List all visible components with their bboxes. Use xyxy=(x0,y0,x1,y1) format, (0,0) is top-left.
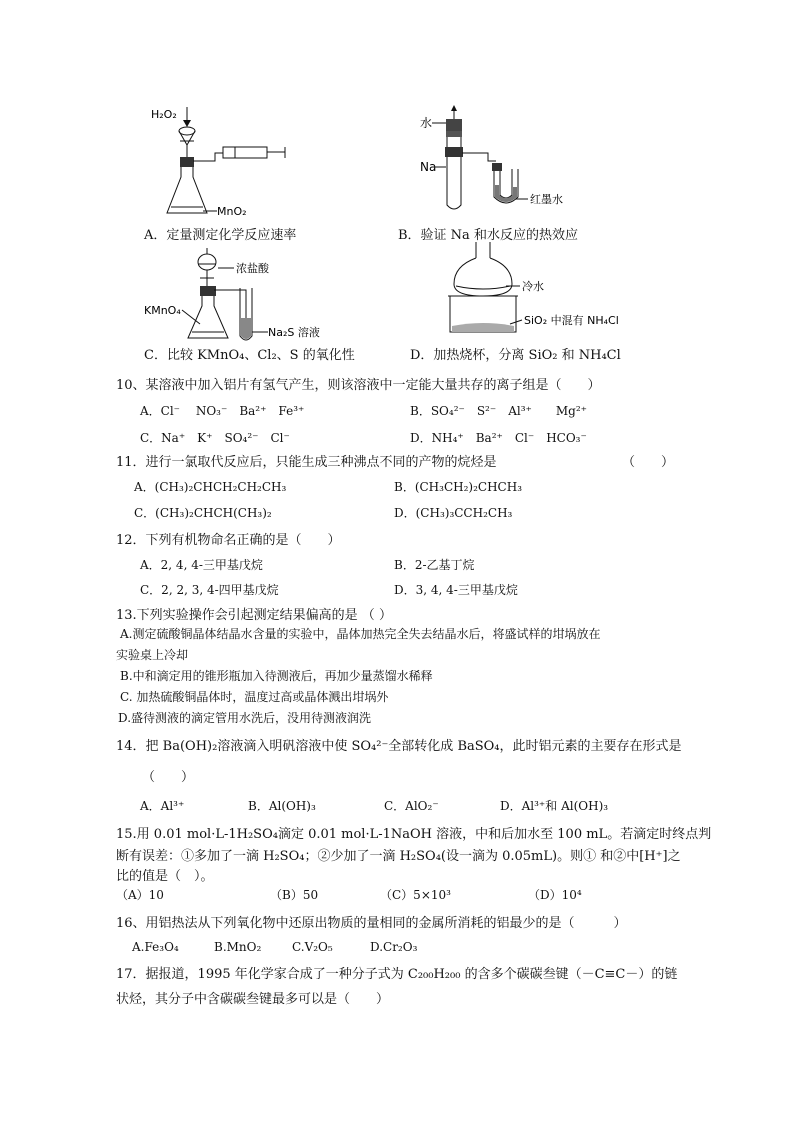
q15-option-d: （D）10⁴ xyxy=(528,888,582,902)
q13-option-a-line2: 实验桌上冷却 xyxy=(116,648,189,662)
label-sio2-mix: SiO₂ 中混有 NH₄Cl xyxy=(524,314,619,327)
label-water: 水 xyxy=(420,116,433,130)
q15-option-a: （A）10 xyxy=(116,888,164,902)
q14-option-a: A．Al³⁺ xyxy=(140,799,185,813)
q15-line1: 15.用 0.01 mol·L-1H₂SO₄滴定 0.01 mol·L-1NaOH 溶液，中和后加水至 100 mL。若滴定时终点判 xyxy=(116,827,712,842)
figure-c-caption: C．比较 KMnO₄、Cl₂、S 的氧化性 xyxy=(144,348,355,363)
q11-option-c: C．(CH₃)₂CHCH(CH₃)₂ xyxy=(134,506,272,520)
q14-option-b: B．Al(OH)₃ xyxy=(248,799,316,813)
q11-stem: 11．进行一氯取代反应后，只能生成三种沸点不同的产物的烷烃是 xyxy=(116,455,497,470)
label-na2s: Na₂S 溶液 xyxy=(268,326,320,339)
figure-a-caption: A．定量测定化学反应速率 xyxy=(144,228,297,243)
q16-option-b: B.MnO₂ xyxy=(214,940,262,954)
q10-option-a: A．Cl⁻ NO₃⁻ Ba²⁺ Fe³⁺ xyxy=(140,404,305,418)
q16-option-d: D.Cr₂O₃ xyxy=(370,940,418,954)
figure-b-caption: B．验证 Na 和水反应的热效应 xyxy=(398,228,578,243)
label-mno2: MnO₂ xyxy=(217,205,247,218)
q16-option-a: A.Fe₃O₄ xyxy=(132,940,179,954)
label-na: Na xyxy=(420,160,437,174)
q17-line2: 状烃，其分子中含碳碳叁键最多可以是（ ） xyxy=(116,992,390,1007)
figure-b-apparatus xyxy=(418,105,578,217)
q13-option-a-line1: A.测定硫酸铜晶体结晶水含量的实验中，晶体加热完全失去结晶水后，将盛试样的坩埚放在 xyxy=(120,627,601,641)
figure-c-apparatus xyxy=(144,248,344,346)
q10-option-c: C．Na⁺ K⁺ SO₄²⁻ Cl⁻ xyxy=(140,431,290,445)
q14-option-c: C．AlO₂⁻ xyxy=(384,799,439,813)
q14-option-d: D．Al³⁺和 Al(OH)₃ xyxy=(500,799,609,813)
q12-option-d: D．3, 4, 4-三甲基戊烷 xyxy=(394,583,518,597)
q10-option-d: D．NH₄⁺ Ba²⁺ Cl⁻ HCO₃⁻ xyxy=(410,431,587,445)
q15-line3: 比的值是（ ）。 xyxy=(116,869,214,884)
label-cold-water: 冷水 xyxy=(522,280,544,293)
figure-d-caption: D．加热烧杯，分离 SiO₂ 和 NH₄Cl xyxy=(410,348,621,363)
q14-paren: （ ） xyxy=(142,770,195,785)
q14-stem: 14．把 Ba(OH)₂溶液滴入明矾溶液中使 SO₄²⁻全部转化成 BaSO₄，此时铝元素的主要存在形式是 xyxy=(116,739,682,754)
q12-option-b: B．2-乙基丁烷 xyxy=(394,558,475,572)
q11-option-b: B．(CH₃CH₂)₂CHCH₃ xyxy=(394,480,523,494)
figure-a-apparatus xyxy=(145,105,295,220)
figure-d-apparatus xyxy=(446,240,626,340)
q15-option-c: （C）5×10³ xyxy=(380,888,451,902)
q16-stem: 16、用铝热法从下列氧化物中还原出物质的量相同的金属所消耗的铝最少的是（ ） xyxy=(116,916,627,931)
label-h2o2: H₂O₂ xyxy=(151,108,177,121)
q13-option-c: C. 加热硫酸铜晶体时，温度过高或晶体溅出坩埚外 xyxy=(120,690,389,704)
q12-stem: 12．下列有机物命名正确的是（ ） xyxy=(116,533,341,548)
q15-line2: 断有误差：①多加了一滴 H₂SO₄；②少加了一滴 H₂SO₄(设一滴为 0.05mL)。则① 和②中[H⁺]之 xyxy=(116,849,681,864)
q13-option-b: B.中和滴定用的锥形瓶加入待测液后，再加少量蒸馏水稀释 xyxy=(120,669,433,683)
q17-line1: 17．据报道，1995 年化学家合成了一种分子式为 C₂₀₀H₂₀₀ 的含多个碳碳叁键（－C≡C－）的链 xyxy=(116,967,678,982)
label-hcl: 浓盐酸 xyxy=(236,262,269,275)
q16-option-c: C.V₂O₅ xyxy=(292,940,333,954)
q12-option-c: C．2, 2, 3, 4-四甲基戊烷 xyxy=(140,583,279,597)
q11-paren: （ ） xyxy=(622,455,675,470)
q11-option-d: D．(CH₃)₃CCH₂CH₃ xyxy=(394,506,513,520)
label-kmno4: KMnO₄ xyxy=(144,304,181,317)
q11-option-a: A．(CH₃)₂CHCH₂CH₂CH₃ xyxy=(134,480,287,494)
q10-option-b: B．SO₄²⁻ S²⁻ Al³⁺ Mg²⁺ xyxy=(410,404,587,418)
label-ink: 红墨水 xyxy=(530,193,563,206)
q10-stem: 10、某溶液中加入铝片有氢气产生，则该溶液中一定能大量共存的离子组是（ ） xyxy=(116,378,601,393)
q13-option-d: D.盛待测液的滴定管用水洗后，没用待测液润洗 xyxy=(118,711,372,725)
q13-stem: 13.下列实验操作会引起测定结果偏高的是 （ ） xyxy=(116,608,392,623)
q15-option-b: （B）50 xyxy=(270,888,319,902)
q12-option-a: A．2, 4, 4-三甲基戊烷 xyxy=(140,558,263,572)
